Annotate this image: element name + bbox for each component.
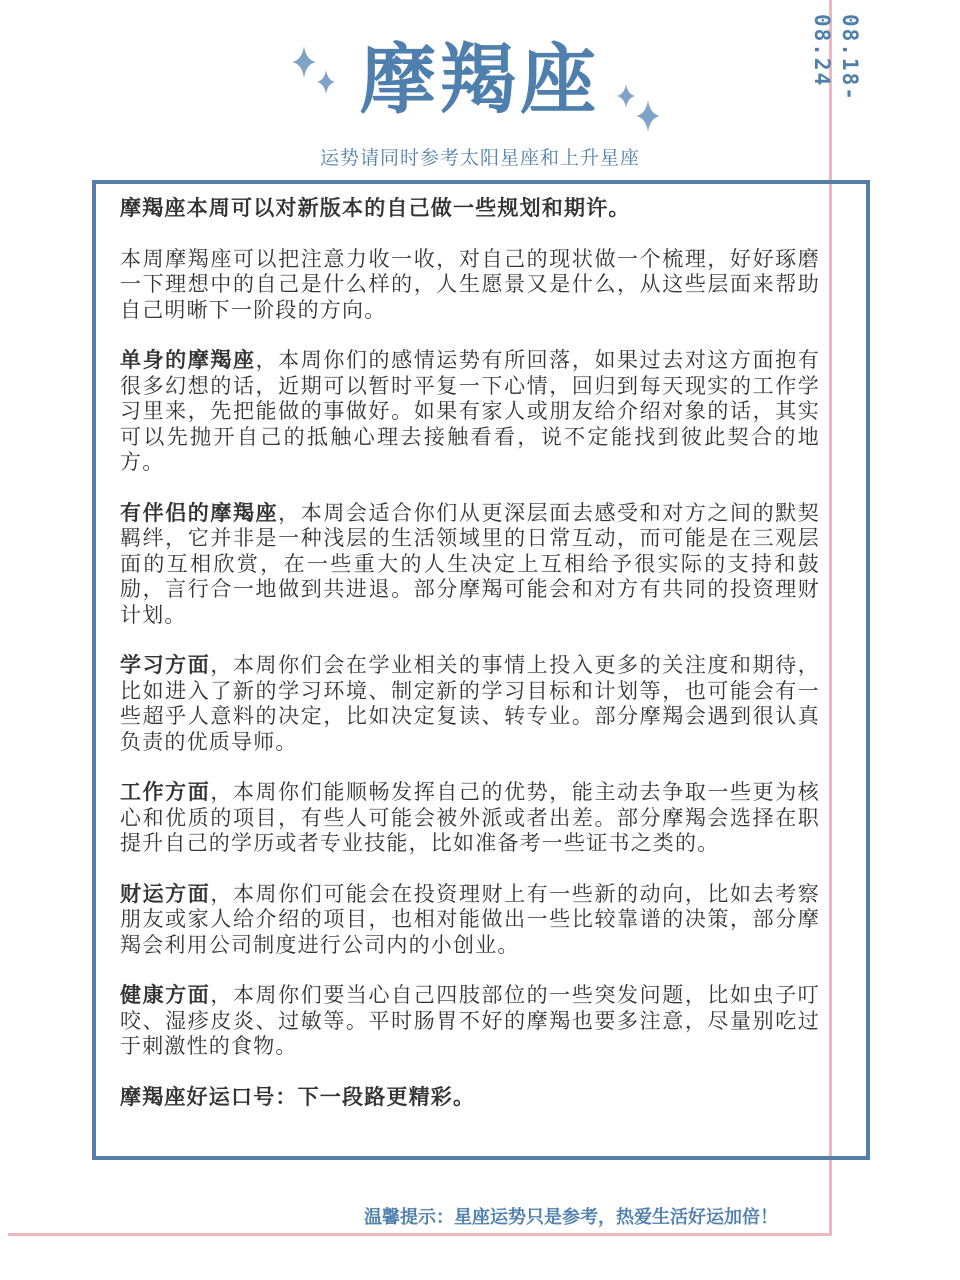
partner-text: ，本周会适合你们从更深层面去感受和对方之间的默契羁绊，它并非是一种浅层的生活领域里的日常互动，而可能是在三观层面的互相欣赏，在一些重大的人生决定上互相给予很实际的支持和鼓励，言行合一地做到共进退。部分摩羯可能会和对方有共同的投资理财计划。 [120,500,820,627]
single-paragraph [120,348,820,476]
partner-paragraph [120,501,820,629]
wealth-text: ，本周你们可能会在投资理财上有一些新的动向，比如去考察朋友或家人给介绍的项目，也相对能做出一些比较靠谱的决策，部分摩羯会利用公司制度进行公司内的小创业。 [120,881,820,957]
page-subtitle: 运势请同时参考太阳星座和上升星座 [319,147,640,169]
page-title: 摩羯座 [360,35,600,124]
wealth-heading: 财运方面 [120,881,211,906]
footer-tip: 温馨提示：星座运势只是参考，热爱生活好运加倍！ [364,1207,778,1228]
single-heading: 单身的摩羯座 [120,348,256,372]
work-heading: 工作方面 [120,780,211,804]
wealth-paragraph [120,882,820,959]
intro-paragraph [120,196,820,222]
partner-heading: 有伴侣的摩羯座 [120,500,279,525]
date-range: 08.18-08.24 [810,14,862,102]
health-paragraph [120,983,820,1060]
work-paragraph [120,780,820,857]
health-heading: 健康方面 [120,983,211,1007]
work-text: ，本周你们能顺畅发挥自己的优势，能主动去争取一些更为核心和优质的项目，有些人可能会被外派或者出差。部分摩羯会选择在职提升自己的学历或者专业技能，比如准备考一些证书之类的。 [120,780,820,855]
slogan-text: 摩羯座好运口号：下一段路更精彩。 [120,1084,476,1109]
health-text: ，本周你们要当心自己四肢部位的一些突发问题，比如虫子叮咬、湿疹皮炎、过敏等。平时肠胃不好的摩羯也要多注意，尽量别吃过于刺激性的食物。 [120,983,820,1058]
study-heading: 学习方面 [120,653,211,677]
study-text: ，本周你们会在学业相关的事情上投入更多的关注度和期待，比如进入了新的学习环境、制定新的学习目标和计划等，也可能会有一些超乎人意料的决定，比如决定复读、转专业。部分摩羯会遇到很认真负责的优质导师。 [120,653,820,754]
single-text: ，本周你们的感情运势有所回落，如果过去对这方面抱有很多幻想的话，近期可以暂时平复一下心情，回归到每天现实的工作学习里来，先把能做的事做好。如果有家人或朋友给介绍对象的话，其实可以先抛开自己的抵触心理去接触看看，说不定能找到彼此契合的地方。 [120,348,820,474]
horoscope-content [120,196,820,1135]
intro-text: 摩羯座本周可以对新版本的自己做一些规划和期许。 [120,196,631,220]
slogan-paragraph [120,1085,820,1111]
study-paragraph [120,653,820,755]
overview-paragraph: 本周摩羯座可以把注意力收一收，对自己的现状做一个梳理，好好琢磨一下理想中的自己是什么样的，人生愿景又是什么，从这些层面来帮助自己明晰下一阶段的方向。 [120,246,820,322]
pink-horizontal-line [8,1233,832,1236]
